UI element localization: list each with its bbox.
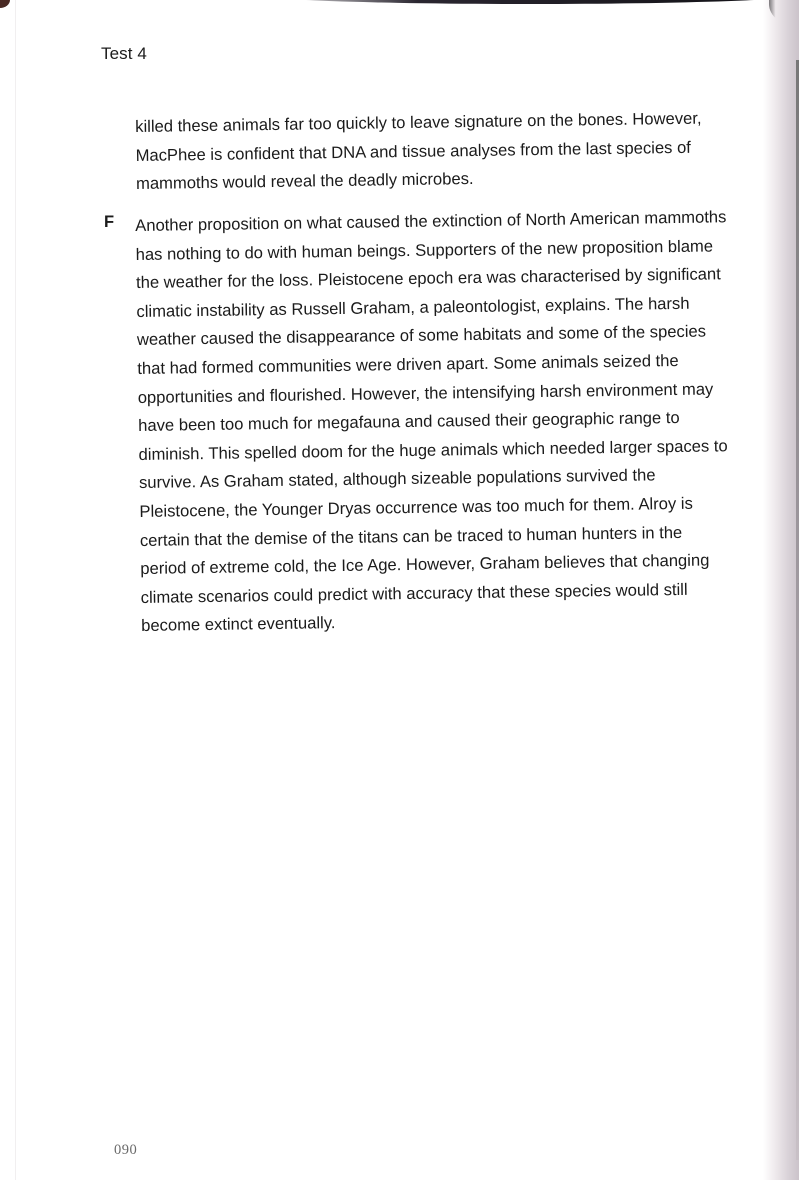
text-line: that had formed communities were driven apart. Some animals seized the (137, 350, 679, 378)
text-line: climate scenarios could predict with accuracy that these species would still (140, 579, 688, 607)
paragraph-f (135, 203, 781, 641)
paragraph-letter: F (104, 213, 115, 231)
text-line: the weather for the loss. Pleistocene epoch era was characterised by significant (135, 264, 721, 293)
text-line: certain that the demise of the titans can be traced to human hunters in the (139, 522, 683, 550)
text-line: diminish. This spelled doom for the huge animals which needed larger spaces to (138, 435, 728, 464)
text-line: survive. As Graham stated, although sizeable populations survived the (138, 465, 656, 493)
text-line: opportunities and flourished. However, the intensifying harsh environment may (137, 379, 714, 407)
text-line: has nothing to do with human beings. Supporters of the new proposition blame (135, 236, 714, 264)
text-line: mammoths would reveal the deadly microbes. (135, 169, 474, 194)
running-head: Test 4 (101, 44, 147, 63)
text-line: killed these animals far too quickly to leave signature on the bones. However, (135, 108, 702, 136)
text-line: become extinct eventually. (140, 613, 336, 636)
text-line: MacPhee is confident that DNA and tissue analyses from the last species of (135, 137, 691, 165)
page-number: 090 (114, 1142, 138, 1158)
continued-paragraph (135, 104, 776, 199)
text-line: period of extreme cold, the Ice Age. However, Graham believes that changing (140, 550, 710, 579)
page-margin-edge (15, 0, 16, 1180)
text-line: Another proposition on what caused the extinction of North American mammoths (135, 207, 727, 235)
page-corner-shadow (0, 0, 10, 8)
text-line: weather caused the disappearance of some habitats and some of the species (136, 321, 707, 350)
text-line: have been too much for megafauna and caused their geographic range to (138, 408, 680, 436)
text-line: Pleistocene, the Younger Dryas occurrence was too much for them. Alroy is (139, 493, 693, 521)
top-edge-shadow (250, 0, 799, 4)
text-line: climatic instability as Russell Graham, a paleontologist, explains. The harsh (136, 293, 690, 321)
